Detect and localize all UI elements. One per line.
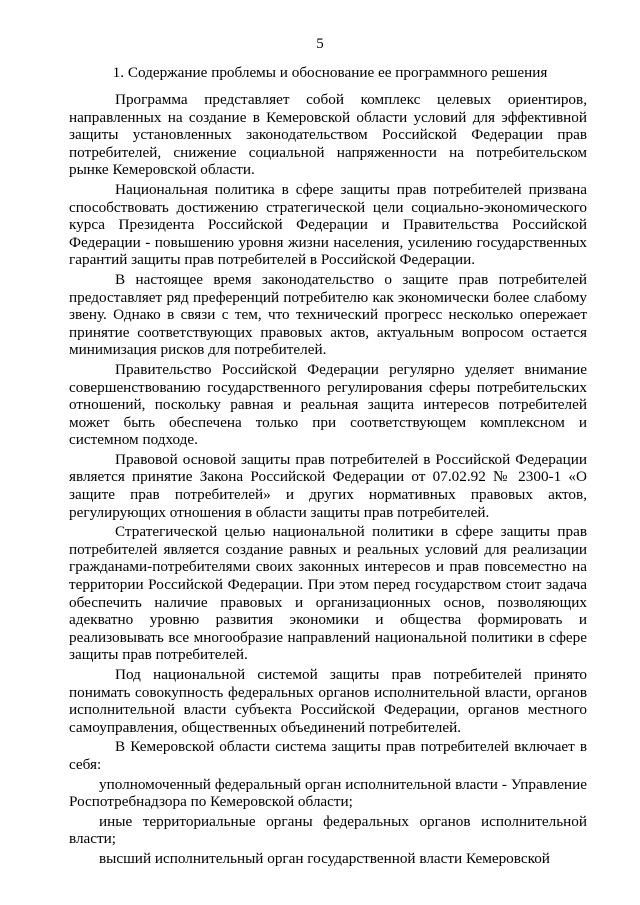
list-item: иные территориальные органы федеральных органов исполнительной власти; — [69, 812, 587, 848]
list-item: высший исполнительный орган государственной власти Кемеровской — [99, 849, 550, 867]
paragraph: Правительство Российской Федерации регулярно уделяет внимание совершенствованию государственного регулирования сферы потребительских отношений, поскольку равная и реальная защита интересов потребителей может быть обеспечена только при соответствующем комплексном и системном подходе. — [69, 360, 587, 449]
paragraph: В Кемеровской области система защиты прав потребителей включает в себя: — [69, 738, 587, 773]
list-item: уполномоченный федеральный орган исполнительной власти - Управление Роспотребнадзора по Кемеровской области; — [69, 775, 587, 811]
section-heading: 1. Содержание проблемы и обоснование ее программного решения — [112, 64, 548, 81]
paragraph: Стратегической целью национальной политики в сфере защиты прав потребителей является создание равных и реальных условий для реализации гражданами-потребителями своих законных интересов и прав повсеместно на территории Российской Федерации. При этом перед государством стоит задача обеспечить наличие правовых и организационных основ, позволяющих адекватно уровню развития экономики и общества формировать и реализовывать все многообразие направлений национальной политики в сфере защиты прав потребителей. — [69, 523, 587, 664]
paragraph: В настоящее время законодательство о защите прав потребителей предоставляет ряд преференций потребителю как экономически более слабому звену. Однако в связи с тем, что технический прогресс несколько опережает принятие соответствующих правовых актов, актуальным вопросом остается минимизация рисков для потребителей. — [69, 270, 587, 359]
body-text — [69, 91, 587, 870]
paragraph: Национальная политика в сфере защиты прав потребителей призвана способствовать достижению стратегической цели социально-экономического курса Президента Российской Федерации и Правительства Российской Федерации - повышению уровня жизни населения, усилению государственных гарантий защиты прав потребителей в Российской Федерации. — [69, 180, 587, 269]
paragraph: Под национальной системой защиты прав потребителей принято понимать совокупность федеральных органов исполнительной власти, органов исполнительной власти субъекта Российской Федерации, органов местного самоуправления, общественных объединений потребителей. — [69, 666, 587, 736]
page-number: 5 — [316, 36, 324, 52]
paragraph: Правовой основой защиты прав потребителей в Российской Федерации является принятие Закона Российской Федерации от 07.02.92 № 2300-1 «О защите прав потребителей» и других нормативных правовых актов, регулирующих отношения в области защиты прав потребителей. — [69, 450, 587, 521]
paragraph: Программа представляет собой комплекс целевых ориентиров, направленных на создание в Кемеровской области условий для эффективной защиты установленных законодательством Российской Федерации прав потребителей, снижение социальной напряженности на потребительском рынке Кемеровской области. — [69, 91, 587, 179]
